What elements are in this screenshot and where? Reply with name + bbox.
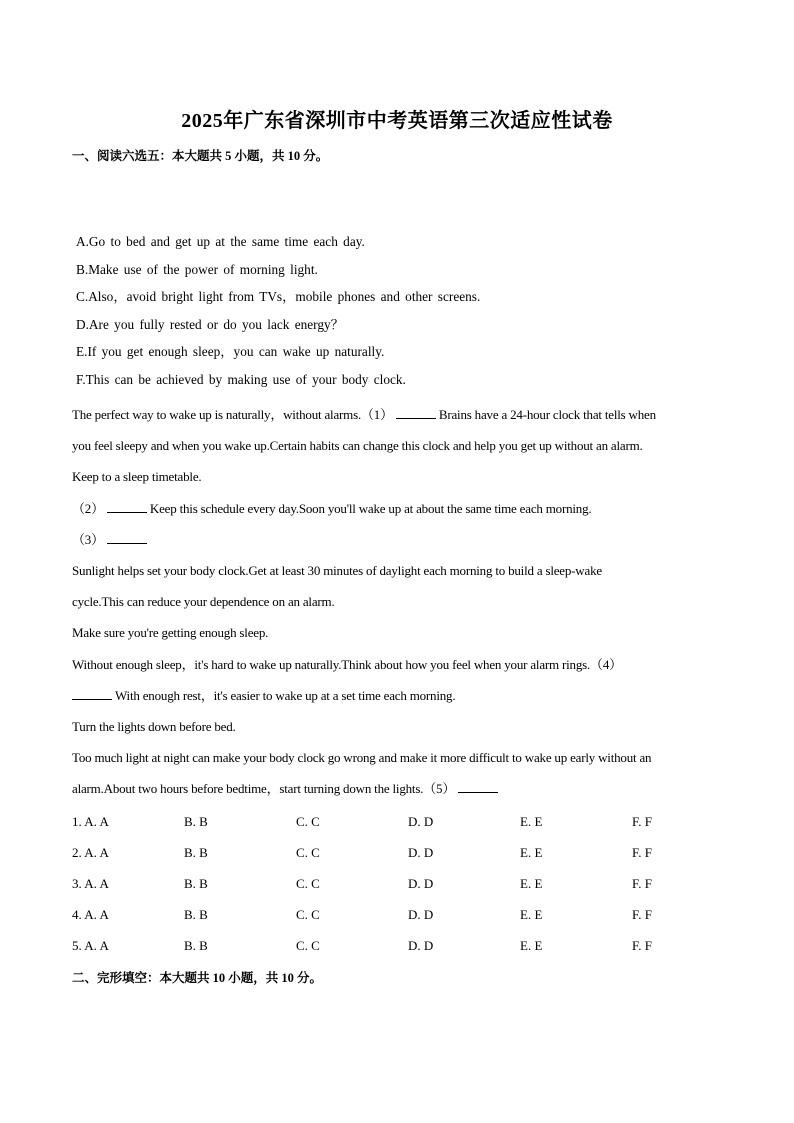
choice-d[interactable]: D. D <box>408 845 434 860</box>
choice-b[interactable]: B. B <box>184 907 208 922</box>
page-title: 2025年广东省深圳市中考英语第三次适应性试卷 <box>181 110 613 132</box>
answer-blank-5 <box>458 779 498 793</box>
section-1-heading: 一、阅读六选五：本大题共 5 小题，共 10 分。 <box>72 149 329 163</box>
choice-e[interactable]: E. E <box>520 845 543 860</box>
choice-c[interactable]: C. C <box>296 907 320 922</box>
option-f: F.This can be achieved by making use of your body clock. <box>76 371 406 387</box>
passage-line-7: cycle.This can reduce your dependence on an alarm. <box>72 594 335 609</box>
choice-d[interactable]: D. D <box>408 876 434 891</box>
choice-d[interactable]: D. D <box>408 814 434 829</box>
answer-blank-3 <box>107 530 147 544</box>
passage-line-6: Sunlight helps set your body clock.Get at least 30 minutes of daylight each morning to build a sleep-wake <box>72 563 602 578</box>
choice-e[interactable]: E. E <box>520 876 543 891</box>
choice-a[interactable]: 4. A. A <box>72 907 109 922</box>
passage-line-1: The perfect way to wake up is naturally，without alarms.（1） Brains have a 24-hour clock that tells when <box>72 407 656 422</box>
choice-f[interactable]: F. F <box>632 876 652 891</box>
choice-b[interactable]: B. B <box>184 938 208 953</box>
choice-d[interactable]: D. D <box>408 938 434 953</box>
answer-row <box>72 843 744 874</box>
choice-b[interactable]: B. B <box>184 845 208 860</box>
passage-line-9: Without enough sleep，it's hard to wake up naturally.Think about how you feel when your alarm rings.（4） <box>72 657 622 672</box>
answer-choices <box>72 812 744 967</box>
option-b: B.Make use of the power of morning light. <box>76 261 318 277</box>
passage-line-4: （2） Keep this schedule every day.Soon you'll wake up at about the same time each morning. <box>72 501 592 516</box>
choice-c[interactable]: C. C <box>296 876 320 891</box>
choice-f[interactable]: F. F <box>632 938 652 953</box>
option-c: C.Also，avoid bright light from TVs，mobile phones and other screens. <box>76 289 481 305</box>
passage-line-5: （3） <box>72 530 752 550</box>
choice-f[interactable]: F. F <box>632 814 652 829</box>
option-d: D.Are you fully rested or do you lack energy？ <box>76 316 344 332</box>
choice-f[interactable]: F. F <box>632 845 652 860</box>
choice-f[interactable]: F. F <box>632 907 652 922</box>
choice-c[interactable]: C. C <box>296 845 320 860</box>
choice-a[interactable]: 5. A. A <box>72 938 109 953</box>
answer-row <box>72 812 744 843</box>
passage-line-10: With enough rest，it's easier to wake up at a set time each morning. <box>72 686 752 706</box>
passage-line-12: Too much light at night can make your body clock go wrong and make it more difficult to wake up early without an <box>72 750 652 765</box>
passage-line-8: Make sure you're getting enough sleep. <box>72 625 269 640</box>
option-e: E.If you get enough sleep，you can wake up naturally. <box>76 344 385 360</box>
choice-a[interactable]: 1. A. A <box>72 814 109 829</box>
choice-b[interactable]: B. B <box>184 876 208 891</box>
choice-e[interactable]: E. E <box>520 907 543 922</box>
answer-blank-1 <box>396 405 436 419</box>
answer-row <box>72 936 744 967</box>
passage-line-3: Keep to a sleep timetable. <box>72 469 202 484</box>
answer-row <box>72 905 744 936</box>
option-a: A.Go to bed and get up at the same time each day. <box>76 234 365 249</box>
choice-b[interactable]: B. B <box>184 814 208 829</box>
choice-c[interactable]: C. C <box>296 814 320 829</box>
answer-row <box>72 874 744 905</box>
passage-line-2: you feel sleepy and when you wake up.Certain habits can change this clock and help you get up without an alarm. <box>72 438 643 453</box>
answer-blank-4 <box>72 686 112 700</box>
choice-e[interactable]: E. E <box>520 814 543 829</box>
passage-line-11: Turn the lights down before bed. <box>72 719 236 734</box>
section-2-heading: 二、完形填空：本大题共 10 小题，共 10 分。 <box>72 971 323 985</box>
choice-a[interactable]: 3. A. A <box>72 876 109 891</box>
choice-d[interactable]: D. D <box>408 907 434 922</box>
choice-e[interactable]: E. E <box>520 938 543 953</box>
passage-line-13: alarm.About two hours before bedtime，start turning down the lights.（5） <box>72 779 752 799</box>
answer-blank-2 <box>107 499 147 513</box>
choice-c[interactable]: C. C <box>296 938 320 953</box>
choice-a[interactable]: 2. A. A <box>72 845 109 860</box>
option-list <box>76 232 480 398</box>
